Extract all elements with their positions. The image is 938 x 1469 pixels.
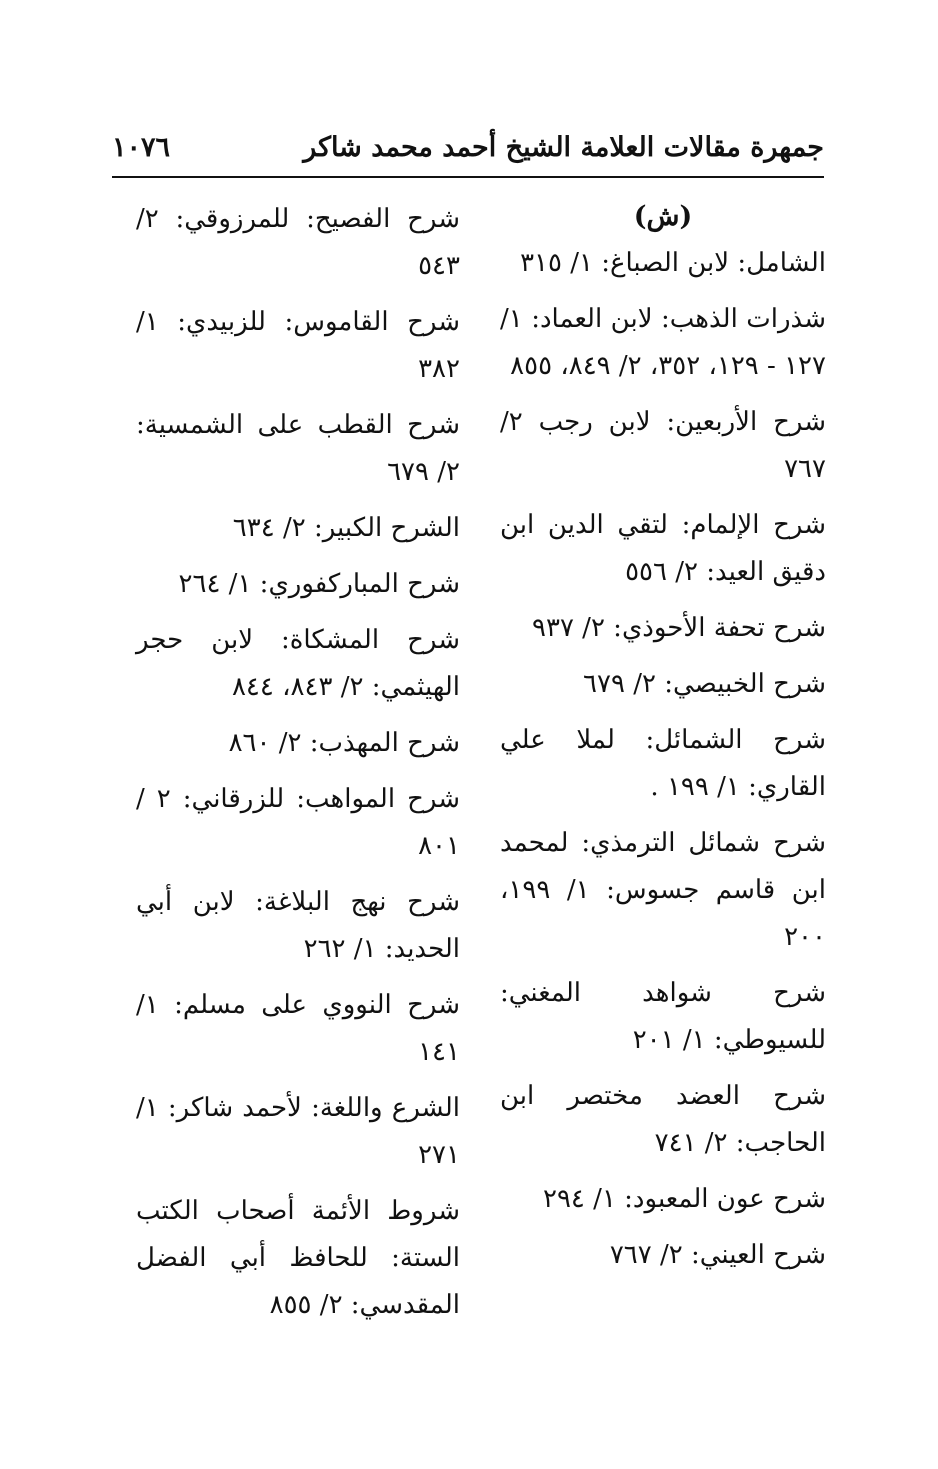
index-entry: شذرات الذهب: لابن العماد: ١/ ١٢٧ - ١٢٩، ٣٥٢، ٢/ ٨٤٩، ٨٥٥: [500, 304, 826, 381]
page-header: [112, 128, 824, 178]
page-number: ١٠٧٦: [112, 132, 171, 163]
index-entry: شرح الإلمام: لتقي الدين ابن دقيق العيد: ٢/ ٥٥٦: [500, 510, 826, 587]
index-column-right: [500, 196, 826, 1288]
index-entry: شروط الأئمة أصحاب الكتب الستة: للحافظ أبي الفضل المقدسي: ٢/ ٨٥٥: [136, 1196, 460, 1320]
index-entry: شرح القطب على الشمسية: ٢/ ٦٧٩: [136, 410, 460, 487]
index-entry: شرح نهج البلاغة: لابن أبي الحديد: ١/ ٢٦٢: [136, 887, 460, 964]
index-entry: شرح المباركفوري: ١/ ٢٦٤: [178, 569, 460, 599]
index-entry: شرح الخبيصي: ٢/ ٦٧٩: [583, 669, 826, 699]
index-entry: شرح المواهب: للزرقاني: ٢ / ٨٠١: [136, 784, 460, 861]
index-entry: شرح المشكاة: لابن حجر الهيثمي: ٢/ ٨٤٣، ٨٤٤: [136, 625, 460, 702]
index-entry: شرح الفصيح: للمرزوقي: ٢/ ٥٤٣: [136, 204, 460, 281]
index-entry: شرح المهذب: ٢/ ٨٦٠: [228, 728, 460, 758]
index-entry: شرح العضد مختصر ابن الحاجب: ٢/ ٧٤١: [500, 1081, 826, 1158]
index-entry: الشرح الكبير: ٢/ ٦٣٤: [232, 513, 460, 543]
running-title: جمهرة مقالات العلامة الشيخ أحمد محمد شاكر: [303, 132, 824, 163]
index-entry: شرح شواهد المغني: للسيوطي: ١/ ٢٠١: [500, 978, 826, 1055]
index-entry: شرح الأربعين: لابن رجب ٢/ ٧٦٧: [500, 407, 826, 484]
index-entry: الشامل: لابن الصباغ: ١/ ٣١٥: [520, 248, 826, 278]
index-entry: شرح شمائل الترمذي: لمحمد ابن قاسم جسوس: ١/ ١٩٩، ٢٠٠: [500, 828, 826, 952]
index-entry: شرح القاموس: للزبيدي: ١/ ٣٨٢: [136, 307, 460, 384]
index-entry: شرح تحفة الأحوذي: ٢/ ٩٣٧: [532, 613, 826, 643]
index-column-left: [136, 196, 460, 1338]
section-letter-heading: (ش): [633, 201, 693, 232]
index-entry: شرح العيني: ٢/ ٧٦٧: [609, 1240, 826, 1270]
index-entry: الشرع واللغة: لأحمد شاكر: ١/ ٢٧١: [136, 1093, 460, 1170]
index-entry: شرح عون المعبود: ١/ ٢٩٤: [543, 1184, 826, 1214]
index-entry: شرح النووي على مسلم: ١/ ١٤١: [136, 990, 460, 1067]
index-entry: شرح الشمائل: لملا علي القاري: ١/ ١٩٩ .: [500, 725, 826, 802]
